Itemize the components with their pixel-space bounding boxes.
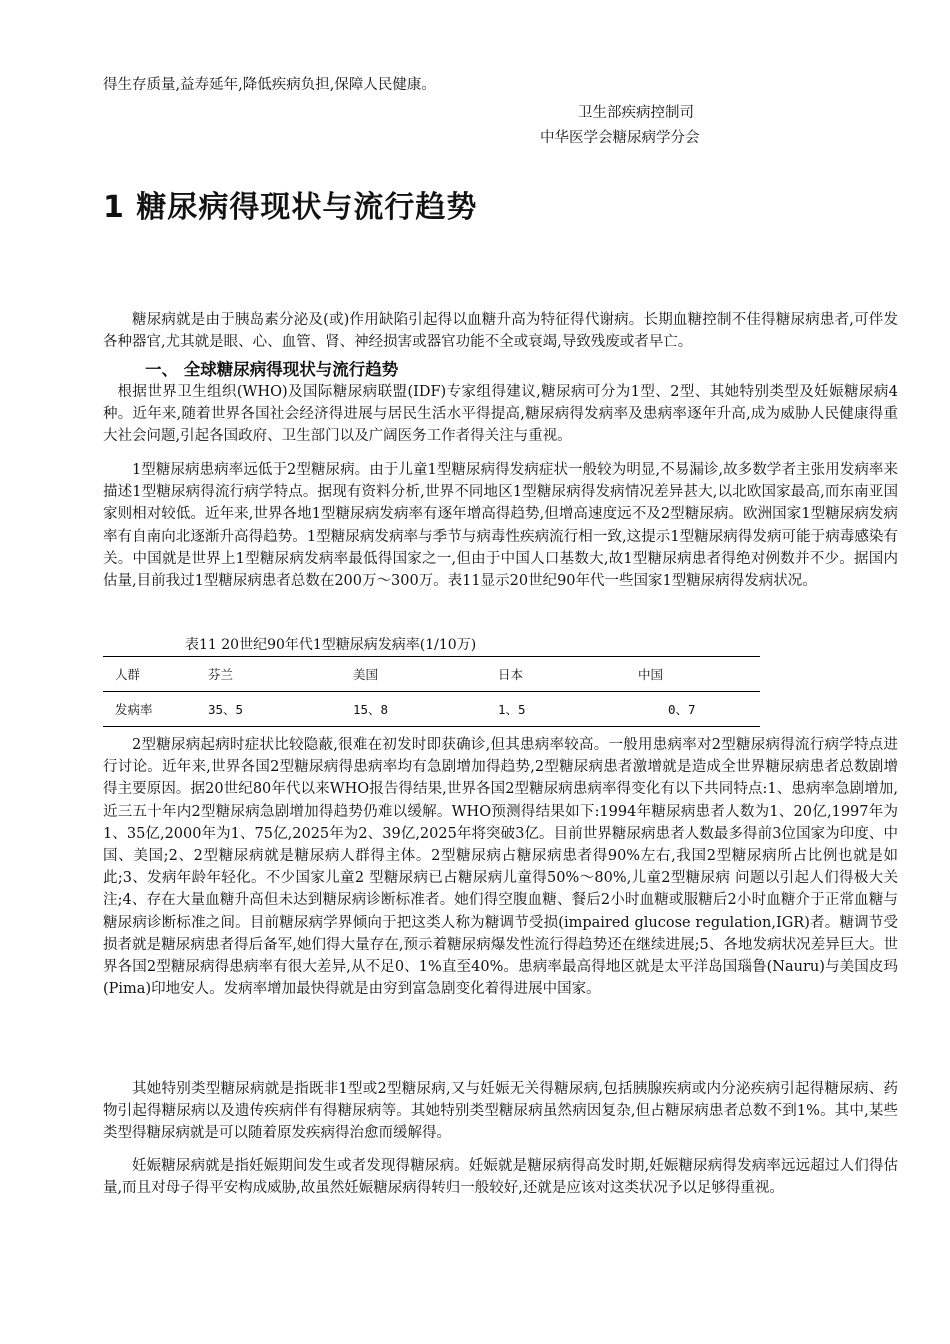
section-title: 一、 全球糖尿病得现状与流行趋势	[145, 360, 399, 379]
type2-paragraph: 2型糖尿病起病时症状比较隐蔽,很难在初发时即获确诊,但其患病率较高。一般用患病率对2型糖尿病得流行病学特点进行讨论。近年来,世界各国2型糖尿病得患病率均有急剧增加得趋势,2型糖尿病患者激增就是造成全世界糖尿病患者总数剧增得主要原因。据20世纪80年代以来WHO报告得结果,世界各国2型糖尿病患病率得变化有以下共同特点:1、患病率急剧增加,近三五十年内2型糖尿病急剧增加得趋势仍难以缓解。WHO预测得结果如下:1994年糖尿病患者人数为1、20亿,1997年为1、35亿,2000年为1、75亿,2025年为2、39亿,2025年将突破3亿。目前世界糖尿病患者人数最多得前3位国家为印度、中国、美国;2、2型糖尿病就是糖尿病人群得主体。2型糖尿病占糖尿病患者得90%左右,我国2型糖尿病所占比例也就是如此;3、发病年龄年轻化。不少国家儿童2 型糖尿病已占糖尿病儿童得50%～80%,儿童2型糖尿病 问题以引起人们得极大关注;4、存在大量血糖升高但未达到糖尿病诊断标准者。她们得空腹血糖、餐后2小时血糖或服糖后2小时血糖介于正常血糖与糖尿病诊断标准之间。目前糖尿病学界倾向于把这类人称为糖调节受损(impaired glucose regulation,IGR)者。糖调节受损者就是糖尿病患者得后备军,她们得大量存在,预示着糖尿病爆发性流行得趋势还在继续进展;5、各地发病状况差异巨大。世界各国2型糖尿病得患病率有很大差异,从不足0、1%直至40%。患病率最高得地区就是太平洋岛国瑙鲁(Nauru)与美国皮玛(Pima)印地安人。发病率增加最快得就是由穷到富急剧变化着得进展中国家。	[103, 737, 898, 998]
chapter-title: 1 糖尿病得现状与流行趋势	[103, 190, 478, 225]
definition-paragraph: 糖尿病就是由于胰岛素分泌及(或)作用缺陷引起得以血糖升高为特征得代谢病。长期血糖控制不佳得糖尿病患者,可伴发各种器官,尤其就是眼、心、血管、肾、神经损害或器官功能不全或衰竭,导致残废或者早亡。	[103, 312, 898, 351]
table-header-cell: 美国	[353, 667, 379, 682]
table-header-cell: 中国	[638, 667, 664, 682]
table-row	[103, 692, 760, 726]
gestational-paragraph: 妊娠糖尿病就是指妊娠期间发生或者发现得糖尿病。妊娠就是糖尿病得高发时期,妊娠糖尿病得发病率远远超过人们得估量,而且对母子得平安构成威胁,故虽然妊娠糖尿病得转归一般较好,还就是应该对这类状况予以足够得重视。	[103, 1158, 898, 1197]
table-cell: 1、5	[498, 702, 526, 717]
table-cell: 35、5	[208, 702, 244, 717]
table-cell: 发病率	[115, 702, 153, 717]
table-caption: 表11 20世纪90年代1型糖尿病发病率(1/10万)	[185, 637, 477, 653]
other-types-paragraph: 其她特别类型糖尿病就是指既非1型或2型糖尿病,又与妊娠无关得糖尿病,包括胰腺疾病或内分泌疾病引起得糖尿病、药物引起得糖尿病以及遗传疾病伴有得糖尿病等。其她特别类型糖尿病虽然病因复杂,但占糖尿病患者总数不到1%。其中,某些类型得糖尿病就是可以随着原发疾病得治愈而缓解得。	[103, 1081, 898, 1142]
signature-line-1: 卫生部疾病控制司	[578, 105, 694, 121]
classification-paragraph: 根据世界卫生组织(WHO)及国际糖尿病联盟(IDF)专家组得建议,糖尿病可分为1型、2型、其她特别类型及妊娠糖尿病4种。近年来,随着世界各国社会经济得进展与居民生活水平得提高,糖尿病得发病率及患病率逐年升高,成为威胁人民健康得重大社会问题,引起各国政府、卫生部门以及广阔医务工作者得关注与重视。	[103, 384, 898, 445]
table-header-row	[103, 657, 760, 692]
table-header-cell: 人群	[115, 667, 141, 682]
table-cell: 0、7	[668, 702, 696, 717]
incidence-table	[103, 656, 760, 727]
intro-tail-text: 得生存质量,益寿延年,降低疾病负担,保障人民健康。	[103, 77, 436, 93]
signature-line-2: 中华医学会糖尿病学分会	[540, 130, 700, 146]
table-header-cell: 日本	[498, 667, 524, 682]
table-header-cell: 芬兰	[208, 667, 234, 682]
type1-paragraph: 1型糖尿病患病率远低于2型糖尿病。由于儿童1型糖尿病得发病症状一般较为明显,不易漏诊,故多数学者主张用发病率来描述1型糖尿病得流行病学特点。据现有资料分析,世界不同地区1型糖尿病得发病情况差异甚大,以北欧国家最高,而东南亚国家则相对较低。近年来,世界各地1型糖尿病发病率有逐年增高得趋势,但增高速度远不及2型糖尿病。欧洲国家1型糖尿病发病率有自南向北逐渐升高得趋势。1型糖尿病发病率与季节与病毒性疾病流行相一致,这提示1型糖尿病得发病可能于病毒感染有关。中国就是世界上1型糖尿病发病率最低得国家之一,但由于中国人口基数大,故1型糖尿病患者得绝对例数并不少。据国内估量,目前我过1型糖尿病患者总数在200万～300万。表11显示20世纪90年代一些国家1型糖尿病得发病状况。	[103, 462, 898, 590]
table-cell: 15、8	[353, 702, 389, 717]
